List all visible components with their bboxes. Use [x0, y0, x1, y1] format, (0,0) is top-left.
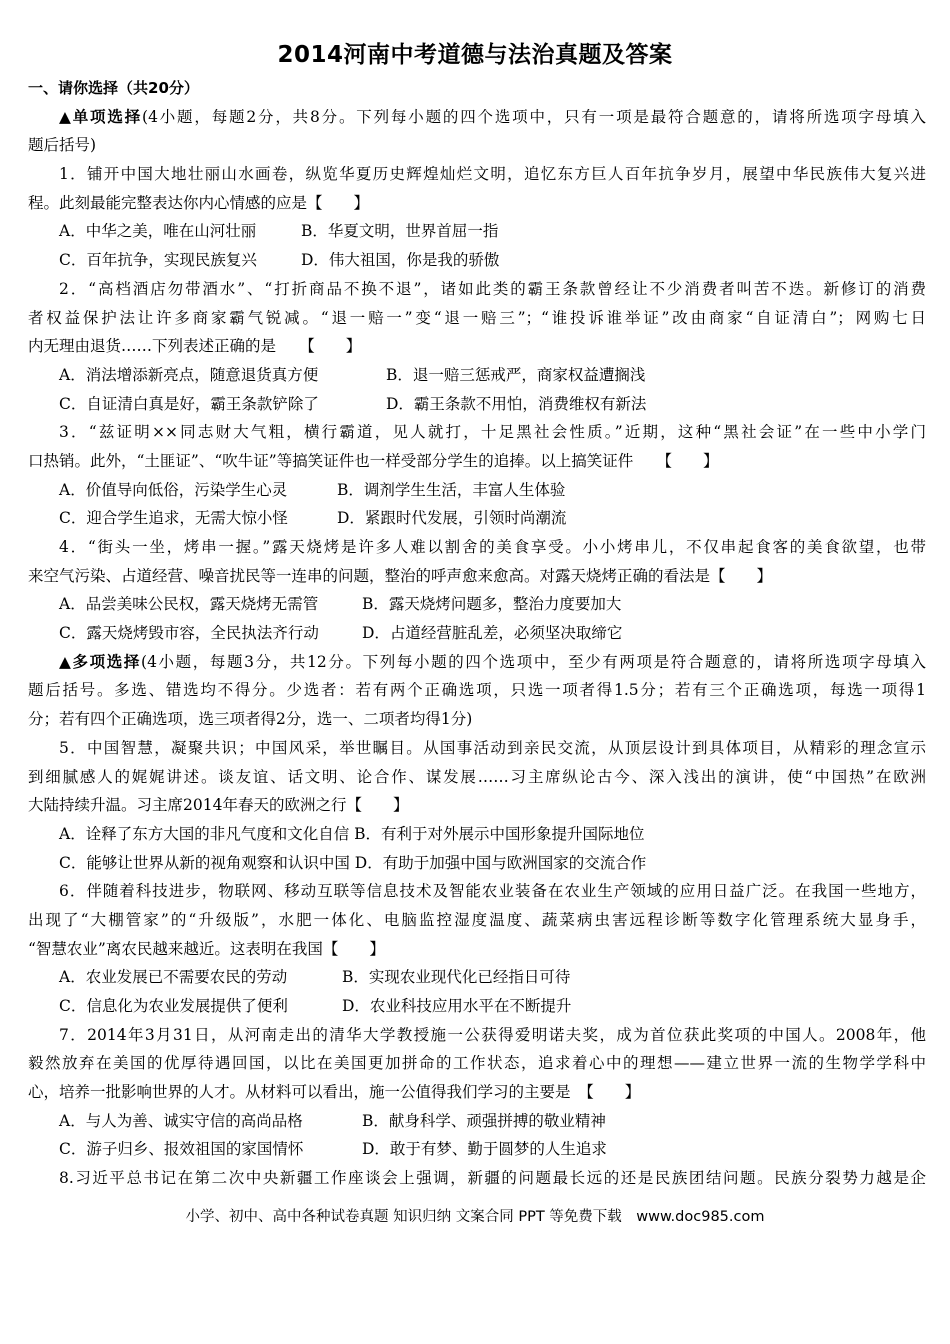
question-4-options-cd [28, 619, 926, 648]
question-1-options-cd [28, 246, 926, 275]
option-b: B．献身科学、顽强拼搏的敬业精神 [362, 1111, 606, 1130]
question-3-options-ab [28, 476, 926, 505]
question-5-options-ab: A．诠释了东方大国的非凡气度和文化自信 B．有利于对外展示中国形象提升国际地位 [59, 824, 645, 843]
question-1: 1．铺开中国大地壮丽山水画卷，纵览华夏历史辉煌灿烂文明，追忆东方巨人百年抗争岁月，展望中华民族伟大复兴进 [59, 165, 926, 184]
option-b: B．华夏文明，世界首屈一指 [301, 222, 499, 241]
option-b: B．调剂学生生活，丰富人生体验 [337, 480, 566, 499]
single-choice-label: ▲单项选择 [59, 107, 143, 126]
question-2-cont: 者权益保护法让许多商家霸气锐减。“退一赔一”变“退一赔三”；“谁投诉谁举证”改由商家“自证清白”；网购七日 [28, 308, 926, 327]
section-heading: 一、请你选择（共20分） [28, 79, 199, 97]
option-d: D．霸王条款不用怕，消费维权有新法 [386, 394, 647, 413]
question-4-options-ab [28, 590, 926, 619]
question-5-options-cd: C．能够让世界从新的视角观察和认识中国 D．有助于加强中国与欧洲国家的交流合作 [59, 853, 647, 872]
question-7-cont2: 心，培养一批影响世界的人才。从材料可以看出，施一公值得我们学习的主要是 【 】 [28, 1083, 641, 1102]
option-c: C．信息化为农业发展提供了便利 [59, 997, 288, 1015]
option-d: D．占道经营脏乱差，必须坚决取缔它 [362, 624, 623, 643]
option-a: A．与人为善、诚实守信的高尚品格 [59, 1111, 303, 1130]
option-b: B．实现农业现代化已经指日可待 [342, 968, 571, 987]
option-a: A．品尝美味公民权，露天烧烤无需管 [59, 595, 319, 614]
question-5-cont2: 大陆持续升温。习主席2014年春天的欧洲之行【 】 [28, 796, 409, 815]
question-8: 8.习近平总书记在第二次中央新疆工作座谈会上强调，新疆的问题最长远的还是民族团结问题。民族分裂势力越是企 [59, 1169, 926, 1188]
question-7: 7．2014年3月31日，从河南走出的清华大学教授施一公获得爱明诺夫奖，成为首位获此奖项的中国人。2008年，他 [59, 1025, 926, 1044]
question-4: 4．“街头一坐，烤串一握。”露天烧烤是许多人难以割舍的美食享受。小小烤串儿，不仅串起食客的美食欲望，也带 [59, 538, 926, 556]
option-d: D．伟大祖国，你是我的骄傲 [301, 251, 500, 270]
page-footer: 小学、初中、高中各种试卷真题 知识归纳 文案合同 PPT 等免费下载 www.doc985.com [185, 1209, 765, 1225]
option-b: B．露天烧烤问题多，整治力度要加大 [362, 595, 622, 614]
question-6-cont: 出现了“大棚管家”的“升级版”，水肥一体化、电脑监控湿度温度、蔬菜病虫害远程诊断等数字化管理系统大显身手， [28, 910, 926, 929]
option-d: D．农业科技应用水平在不断提升 [342, 997, 572, 1015]
page-title: 2014河南中考道德与法治真题及答案 [277, 42, 673, 68]
question-2: 2．“高档酒店勿带酒水”、“打折商品不换不退”，诸如此类的霸王条款曾经让不少消费者叫苦不迭。新修订的消费 [59, 279, 926, 298]
question-2-options-cd [28, 390, 926, 419]
question-6: 6．伴随着科技进步，物联网、移动互联等信息技术及智能农业装备在农业生产领域的应用日益广泛。在我国一些地方， [59, 882, 926, 901]
option-c: C．露天烧烤毁市容，全民执法齐行动 [59, 624, 319, 643]
exam-content [28, 74, 926, 1193]
question-1-options-ab [28, 217, 926, 246]
question-2-options-ab [28, 361, 926, 390]
question-4-cont: 来空气污染、占道经营、噪音扰民等一连串的问题，整治的呼声愈来愈高。对露天烧烤正确的看法是【 】 [28, 566, 773, 585]
question-7-options-ab [28, 1107, 926, 1136]
question-7-options-cd [28, 1135, 926, 1164]
question-6-cont2: “智慧农业”离农民越来越近。这表明在我国【 】 [28, 939, 385, 958]
question-3-options-cd [28, 504, 926, 533]
question-1-cont: 程。此刻最能完整表达你内心情感的应是【 】 [28, 193, 370, 212]
option-b: B．退一赔三惩戒严，商家权益遭搁浅 [386, 365, 646, 384]
option-d: D．敢于有梦、勤于圆梦的人生追求 [362, 1140, 607, 1159]
multi-choice-label: ▲多项选择 [59, 652, 142, 671]
option-d: D．紧跟时代发展，引领时尚潮流 [337, 509, 567, 528]
option-a: A．农业发展已不需要农民的劳动 [59, 968, 288, 987]
option-c: C．游子归乡、报效祖国的家国情怀 [59, 1140, 304, 1159]
single-choice-intro: ▲单项选择(4小题，每题2分，共8分。下列每小题的四个选项中，只有一项是最符合题意的，请将所选项字母填入 [59, 107, 926, 126]
option-c: C．迎合学生追求，无需大惊小怪 [59, 509, 288, 528]
question-3-cont: 口热销。此外，“土匪证”、“吹牛证”等搞笑证件也一样受部分学生的追捧。以上搞笑证件 【 】 [28, 451, 719, 470]
option-a: A．中华之美，唯在山河壮丽 [59, 222, 257, 241]
question-2-cont2: 内无理由退货……下列表述正确的是 【 】 [28, 337, 362, 356]
question-3: 3．“兹证明××同志财大气粗，横行霸道，见人就打，十足黑社会性质。”近期，这种“黑社会证”在一些中小学门 [59, 423, 926, 442]
option-c: C．自证清白真是好，霸王条款铲除了 [59, 394, 319, 413]
option-a: A．消法增添新亮点，随意退货真方便 [59, 365, 319, 384]
multi-choice-intro-cont: 题后括号。多选、错选均不得分。少选者：若有两个正确选项，只选一项者得1.5分；若有三个正确选项，每选一项得1 [28, 681, 926, 700]
multi-choice-intro-cont2: 分；若有四个正确选项，选三项者得2分，选一、二项者均得1分) [28, 710, 473, 729]
multi-choice-intro: ▲多项选择(4小题，每题3分，共12分。下列每小题的四个选项中，至少有两项是符合题意的，请将所选项字母填入 [59, 652, 926, 671]
single-choice-intro-cont: 题后括号) [28, 136, 97, 155]
question-5: 5．中国智慧，凝聚共识；中国风采，举世瞩目。从国事活动到亲民交流，从顶层设计到具体项目，从精彩的理念宣示 [59, 738, 926, 757]
question-7-cont: 毅然放弃在美国的优厚待遇回国，以比在美国更加拼命的工作状态，追求着心中的理想——建立世界一流的生物学学科中 [28, 1054, 926, 1073]
option-c: C．百年抗争，实现民族复兴 [59, 251, 257, 270]
question-6-options-cd [28, 992, 926, 1021]
question-5-cont: 到细腻感人的娓娓讲述。谈友谊、话文明、论合作、谋发展……习主席纵论古今、深入浅出的演讲，使“中国热”在欧洲 [28, 767, 926, 786]
option-a: A．价值导向低俗，污染学生心灵 [59, 480, 288, 499]
question-6-options-ab [28, 963, 926, 992]
